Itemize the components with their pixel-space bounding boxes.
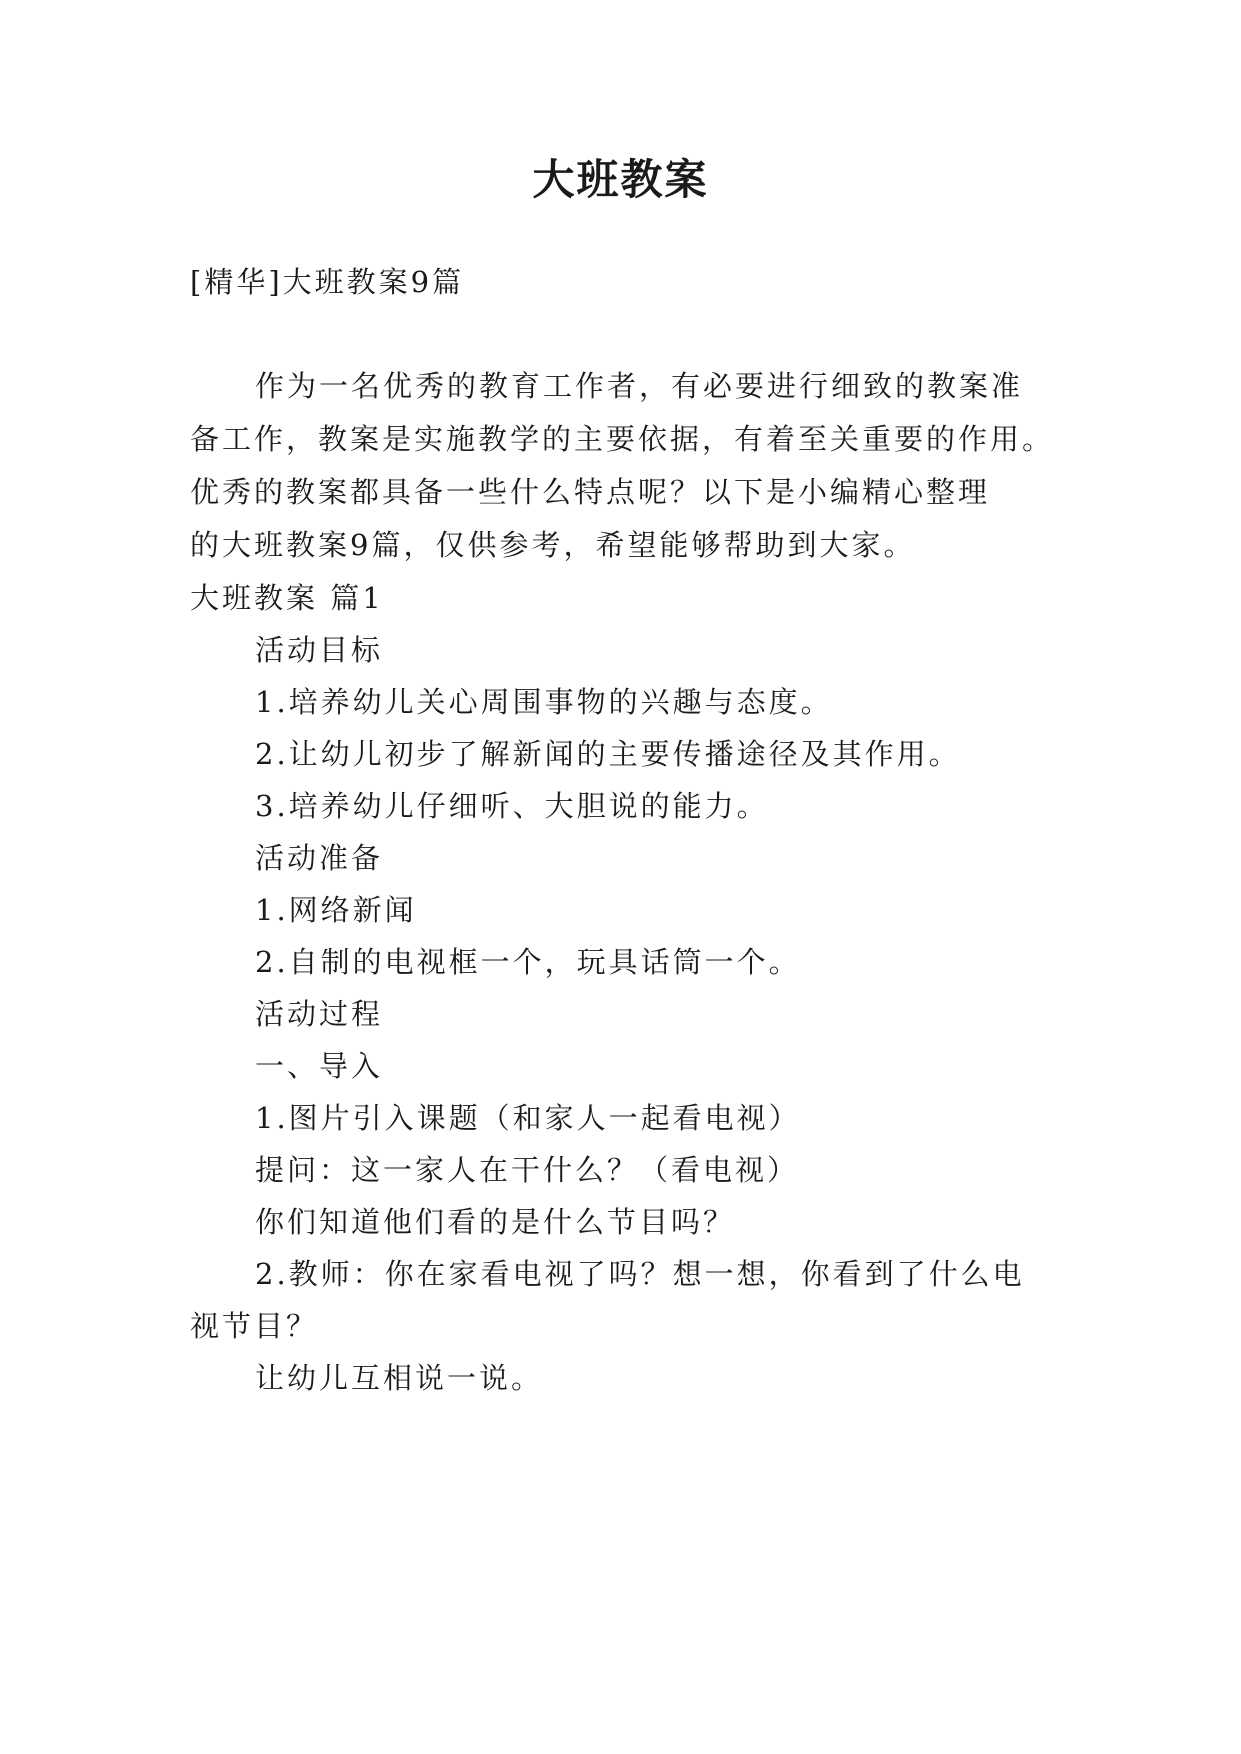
body-line: 让幼儿互相说一说。 bbox=[255, 1361, 544, 1395]
body-line: 2.让幼儿初步了解新闻的主要传播途径及其作用。 bbox=[255, 737, 961, 771]
document-subtitle: [精华]大班教案9篇 bbox=[190, 265, 465, 299]
intro-line: 优秀的教案都具备一些什么特点呢？以下是小编精心整理 bbox=[190, 475, 991, 509]
body-line: 视节目？ bbox=[190, 1309, 319, 1343]
body-line: 3.培养幼儿仔细听、大胆说的能力。 bbox=[255, 789, 769, 823]
body-line: 2.自制的电视框一个，玩具话筒一个。 bbox=[255, 945, 801, 979]
body-line: 活动目标 bbox=[255, 633, 384, 667]
body-line: 活动准备 bbox=[255, 841, 384, 875]
body-line: 1.培养幼儿关心周围事物的兴趣与态度。 bbox=[255, 685, 833, 719]
body-line: 活动过程 bbox=[255, 997, 384, 1031]
intro-line: 作为一名优秀的教育工作者，有必要进行细致的教案准 bbox=[255, 369, 1024, 403]
body-line: 一、导入 bbox=[255, 1049, 384, 1083]
body-line: 1.网络新闻 bbox=[255, 893, 417, 927]
body-line: 你们知道他们看的是什么节目吗？ bbox=[255, 1205, 736, 1239]
intro-line: 的大班教案9篇，仅供参考，希望能够帮助到大家。 bbox=[190, 528, 916, 562]
intro-line: 备工作，教案是实施教学的主要依据，有着至关重要的作用。 bbox=[190, 422, 1055, 456]
body-line: 1.图片引入课题（和家人一起看电视） bbox=[255, 1101, 801, 1135]
body-line: 提问：这一家人在干什么？（看电视） bbox=[255, 1153, 800, 1187]
body-line: 2.教师：你在家看电视了吗？想一想，你看到了什么电 bbox=[255, 1257, 1025, 1291]
document-title: 大班教案 bbox=[532, 155, 709, 204]
section-heading: 大班教案 篇1 bbox=[190, 581, 384, 615]
